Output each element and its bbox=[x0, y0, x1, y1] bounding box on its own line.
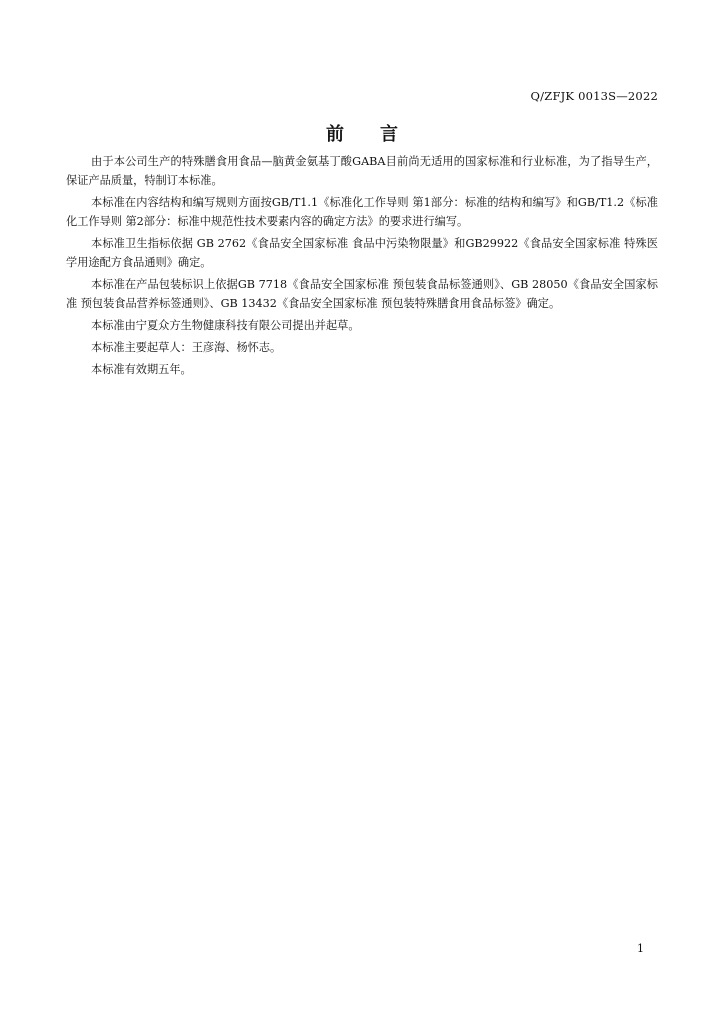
paragraph-labeling: 本标准在产品包装标识上依据GB 7718《食品安全国家标准 预包装食品标签通则》、GB 28050《食品安全国家标准 预包装食品营养标签通则》、GB 13432《食品安全国家标准 预包装特殊膳食用食品标签》确定。 bbox=[66, 278, 658, 310]
page-title: 前言 bbox=[326, 124, 434, 145]
paragraph-drafters: 本标准主要起草人：王彦海、杨怀志。 bbox=[91, 341, 282, 354]
foreword-body bbox=[66, 152, 658, 382]
document-code: Q/ZFJK 0013S—2022 bbox=[530, 89, 658, 103]
page-number: 1 bbox=[637, 942, 644, 955]
paragraph-structure: 本标准在内容结构和编写规则方面按GB/T1.1《标准化工作导则 第1部分：标准的结构和编写》和GB/T1.2《标准化工作导则 第2部分：标准中规范性技术要素内容的确定方法》的要求进行编写。 bbox=[66, 196, 658, 228]
paragraph-validity: 本标准有效期五年。 bbox=[91, 363, 192, 376]
paragraph-purpose: 由于本公司生产的特殊膳食用食品—脑黄金氨基丁酸GABA目前尚无适用的国家标准和行业标准，为了指导生产，保证产品质量，特制订本标准。 bbox=[66, 155, 658, 187]
paragraph-drafter-company: 本标准由宁夏众方生物健康科技有限公司提出并起草。 bbox=[91, 319, 360, 332]
paragraph-hygiene: 本标准卫生指标依据 GB 2762《食品安全国家标准 食品中污染物限量》和GB29922《食品安全国家标准 特殊医学用途配方食品通则》确定。 bbox=[66, 237, 658, 269]
